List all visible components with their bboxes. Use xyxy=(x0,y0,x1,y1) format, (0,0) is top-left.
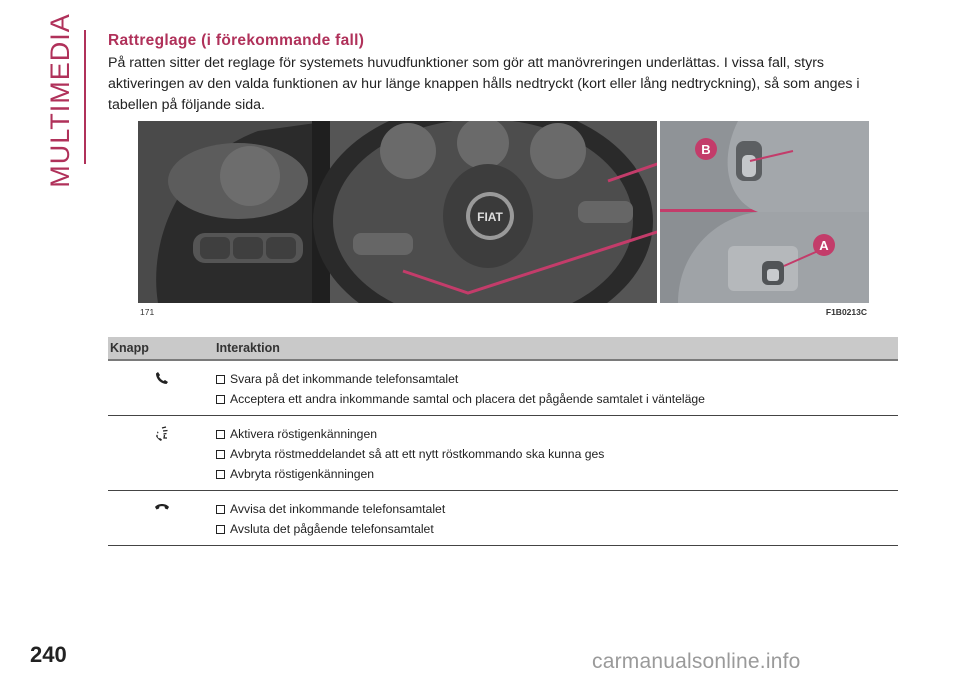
phone-answer-icon xyxy=(108,361,216,415)
table-row xyxy=(108,416,898,491)
phone-hangup-icon xyxy=(108,491,216,545)
section-heading: Rattreglage (i förekommande fall) xyxy=(108,32,365,49)
callout-b-badge xyxy=(695,138,717,160)
intro-paragraph: På ratten sitter det reglage för systemets huvudfunktioner som gör att manövreringen underlättas. I vissa fall, styrs aktiveringen av den valda funktionen av hur länge knappen hålls nedtryckt (kort eller lång nedtryckning), så som anges i tabellen på följande sida. xyxy=(108,55,860,113)
figure-number: 171 xyxy=(140,307,155,317)
list-item: Svara på det inkommande telefonsamtalet xyxy=(216,369,898,389)
steering-wheel-figure xyxy=(138,121,869,303)
voice-command-icon xyxy=(108,416,216,490)
page-number: 240 xyxy=(30,642,67,667)
list-item: Avbryta röstigenkänningen xyxy=(216,464,898,484)
svg-text:B: B xyxy=(701,142,711,157)
list-item: Avbryta röstmeddelandet så att ett nytt röstkommando ska kunna ges xyxy=(216,444,898,464)
watermark: carmanualsonline.info xyxy=(592,650,801,673)
callout-a-badge xyxy=(813,234,835,256)
section-rule xyxy=(84,30,86,164)
list-item: Acceptera ett andra inkommande samtal och placera det pågående samtalet i vänteläge xyxy=(216,389,898,409)
list-item: Avvisa det inkommande telefonsamtalet xyxy=(216,499,898,519)
svg-text:FIAT: FIAT xyxy=(477,210,503,224)
figure-code: F1B0213C xyxy=(825,307,867,317)
table-row xyxy=(108,491,898,546)
list-item: Avsluta det pågående telefonsamtalet xyxy=(216,519,898,539)
table-row xyxy=(108,361,898,416)
figure-caption xyxy=(138,306,869,320)
controls-table xyxy=(108,337,898,546)
svg-text:A: A xyxy=(819,238,829,253)
header-interaktion: Interaktion xyxy=(216,341,280,355)
list-item: Aktivera röstigenkänningen xyxy=(216,424,898,444)
table-header xyxy=(108,337,898,361)
section-label: MULTIMEDIA xyxy=(44,12,75,188)
header-knapp: Knapp xyxy=(110,341,149,355)
